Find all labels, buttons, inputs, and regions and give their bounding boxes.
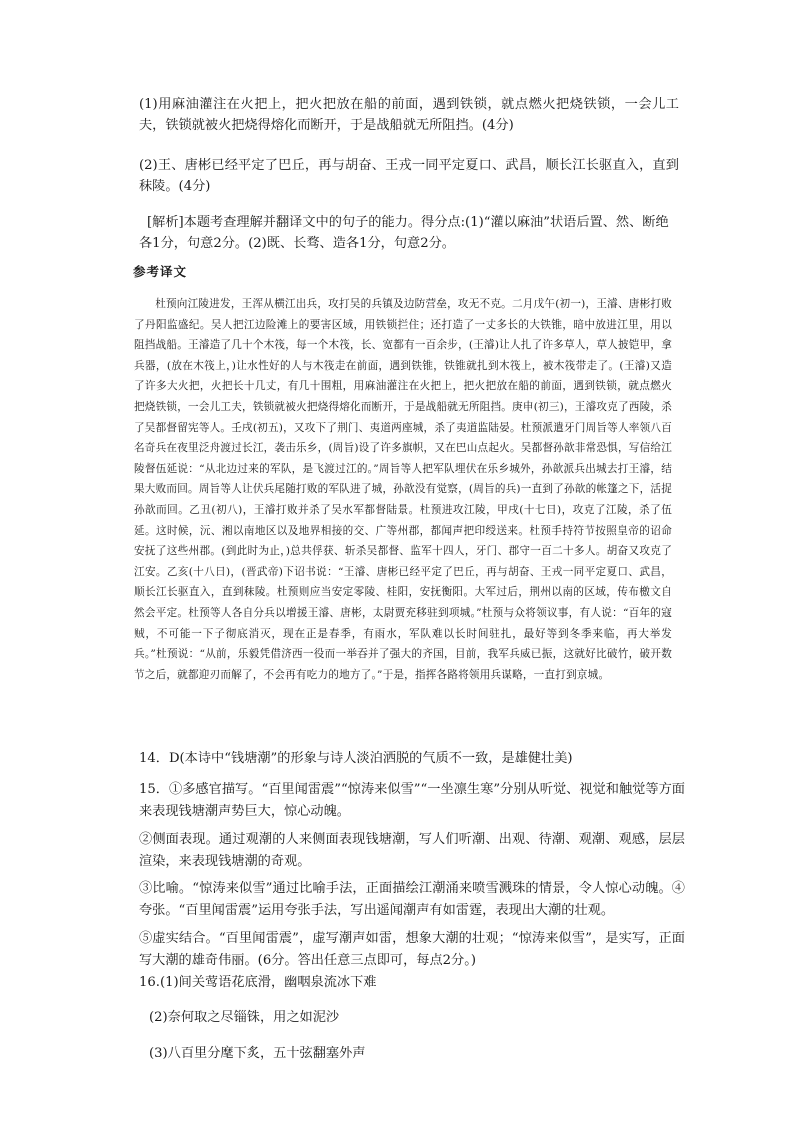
reference-translation-text: 杜预向江陵进发，王浑从横江出兵，攻打吴的兵镇及边防营垒，攻无不克。二月戊午(初一)，王濬、唐彬打败了丹阳监盛纪。吴人把江边险滩上的要害区域，用铁锁拦住；还打造了一丈多长的大铁锥，暗中放进江里，用以阻挡战船。王濬造了几十个木筏，每一个木筏，长、宽都有一百余步，(王濬)让人扎了许多草人，草人披铠甲，拿兵器，(放在木筏上，)让水性好的人与木筏走在前面，遇到铁锥，铁锥就扎到木筏上，被木筏带走了。(王濬)又造了许多大火把，火把长十几丈，有几十围粗，用麻油灌注在火把上，把火把放在船的前面，遇到铁锁，就点燃火把烧铁锁，一会儿工夫，铁锁就被火把烧得熔化而断开，于是战船就无所阻挡。庚申(初三)，王濬攻克了西陵，杀了吴都督留宪等人。壬戌(初五)，又攻下了荆门、夷道两座城，杀了夷道监陆晏。杜预派遣牙门周旨等人率领八百名奇兵在夜里泛舟渡过长江，袭击乐乡，(周旨)设了许多旗帜，又在巴山点起火。吴都督孙歆非常恐惧，写信给江陵督伍延说：“从北边过来的军队，是飞渡过江的。”周旨等人把军队埋伏在乐乡城外，孙歆派兵出城去打王濬，结果大败而回。周旨等人让伏兵尾随打败的军队进了城，孙歆没有觉察，(周旨的兵)一直到了孙歆的帐篷之下，活捉孙歆而回。乙丑(初八)，王濬打败并杀了吴水军都督陆景。杜预进攻江陵，甲戌(十七日)，攻克了江陵，杀了伍延。这时候，沅、湘以南地区以及地界相接的交、广等州郡，都闻声把印绶送来。杜预手持符节按照皇帝的诏命安抚了这些州郡。(到此时为止，)总共俘获、斩杀吴都督、监军十四人，牙门、郡守一百二十多人。胡奋又攻克了江安。乙亥(十八日)，(晋武帝)下诏书说：“王濬、唐彬已经平定了巴丘，再与胡奋、王戎一同平定夏口、武昌，顺长江长驱直入，直到秣陵。杜预则应当安定零陵、桂阳，安抚衡阳。大军过后，荆州以南的区域，传布檄文自然会平定。杜预等人各自分兵以增援王濬、唐彬，太尉贾充移驻到项城。”杜预与众将领议事，有人说：“百年的寇贼，不可能一下子彻底消灭，现在正是春季，有雨水，军队难以长时间驻扎，最好等到冬季来临，再大举发兵。”杜预说：“从前，乐毅凭借济西一役而一举吞并了强大的齐国，目前，我军兵威已振，这就好比破竹，破开数节之后，就都迎刃而解了，不会再有吃力的地方了。”于是，指挥各路将领用兵谋略，一直打到京城。 [134, 298, 672, 681]
question-15-point-1: 15．①多感官描写。“百里闻雷震”“惊涛来似雪”“一坐凛生寒”分别从听觉、视觉和触觉等方面来表现钱塘潮声势巨大，惊心动魄。 [139, 782, 685, 819]
answer-translation-2: (2)王、唐彬已经平定了巴丘，再与胡奋、王戎一同平定夏口、武昌，顺长江长驱直入，直到秣陵。(4分) [139, 158, 679, 194]
question-15-point-2: ②侧面表现。通过观潮的人来侧面表现钱塘潮，写人们听潮、出观、待潮、观潮、观感，层层渲染，来表现钱塘潮的奇观。 [139, 832, 685, 869]
question-14-answer: 14．D(本诗中“钱塘潮”的形象与诗人淡泊洒脱的气质不一致，是雄健壮美) [139, 751, 573, 766]
reference-translation-heading: 参考译文 [133, 264, 188, 279]
question-15-point-3-4: ③比喻。“惊涛来似雪”通过比喻手法，正面描绘江潮涌来喷雪溅珠的情景，令人惊心动魄。④夸张。“百里闻雷震”运用夸张手法，写出遥闻潮声有如雷霆，表现出大潮的壮观。 [139, 881, 685, 918]
question-16-answer-2: (2)奈何取之尽锱铢，用之如泥沙 [149, 1010, 340, 1025]
question-15-point-5: ⑤虚实结合。“百里闻雷震”，虚写潮声如雷，想象大潮的壮观；“惊涛来似雪”，是实写，正面写大潮的雄奇伟丽。(6分。答出任意三点即可，每点2分。) [139, 931, 685, 968]
question-16-answer-1: 16.(1)间关莺语花底滑，幽咽泉流冰下难 [139, 975, 377, 990]
question-16-answer-3: (3)八百里分麾下炙，五十弦翻塞外声 [149, 1046, 366, 1061]
analysis-note: [解析]本题考查理解并翻译文中的句子的能力。得分点:(1)“灌以麻油”状语后置、然、断绝各1分，句意2分。(2)既、长骛、造各1分，句意2分。 [139, 215, 669, 251]
answer-translation-1: (1)用麻油灌注在火把上，把火把放在船的前面，遇到铁锁，就点燃火把烧铁锁，一会儿工夫，铁锁就被火把烧得熔化而断开，于是战船就无所阻挡。(4分) [139, 97, 679, 133]
